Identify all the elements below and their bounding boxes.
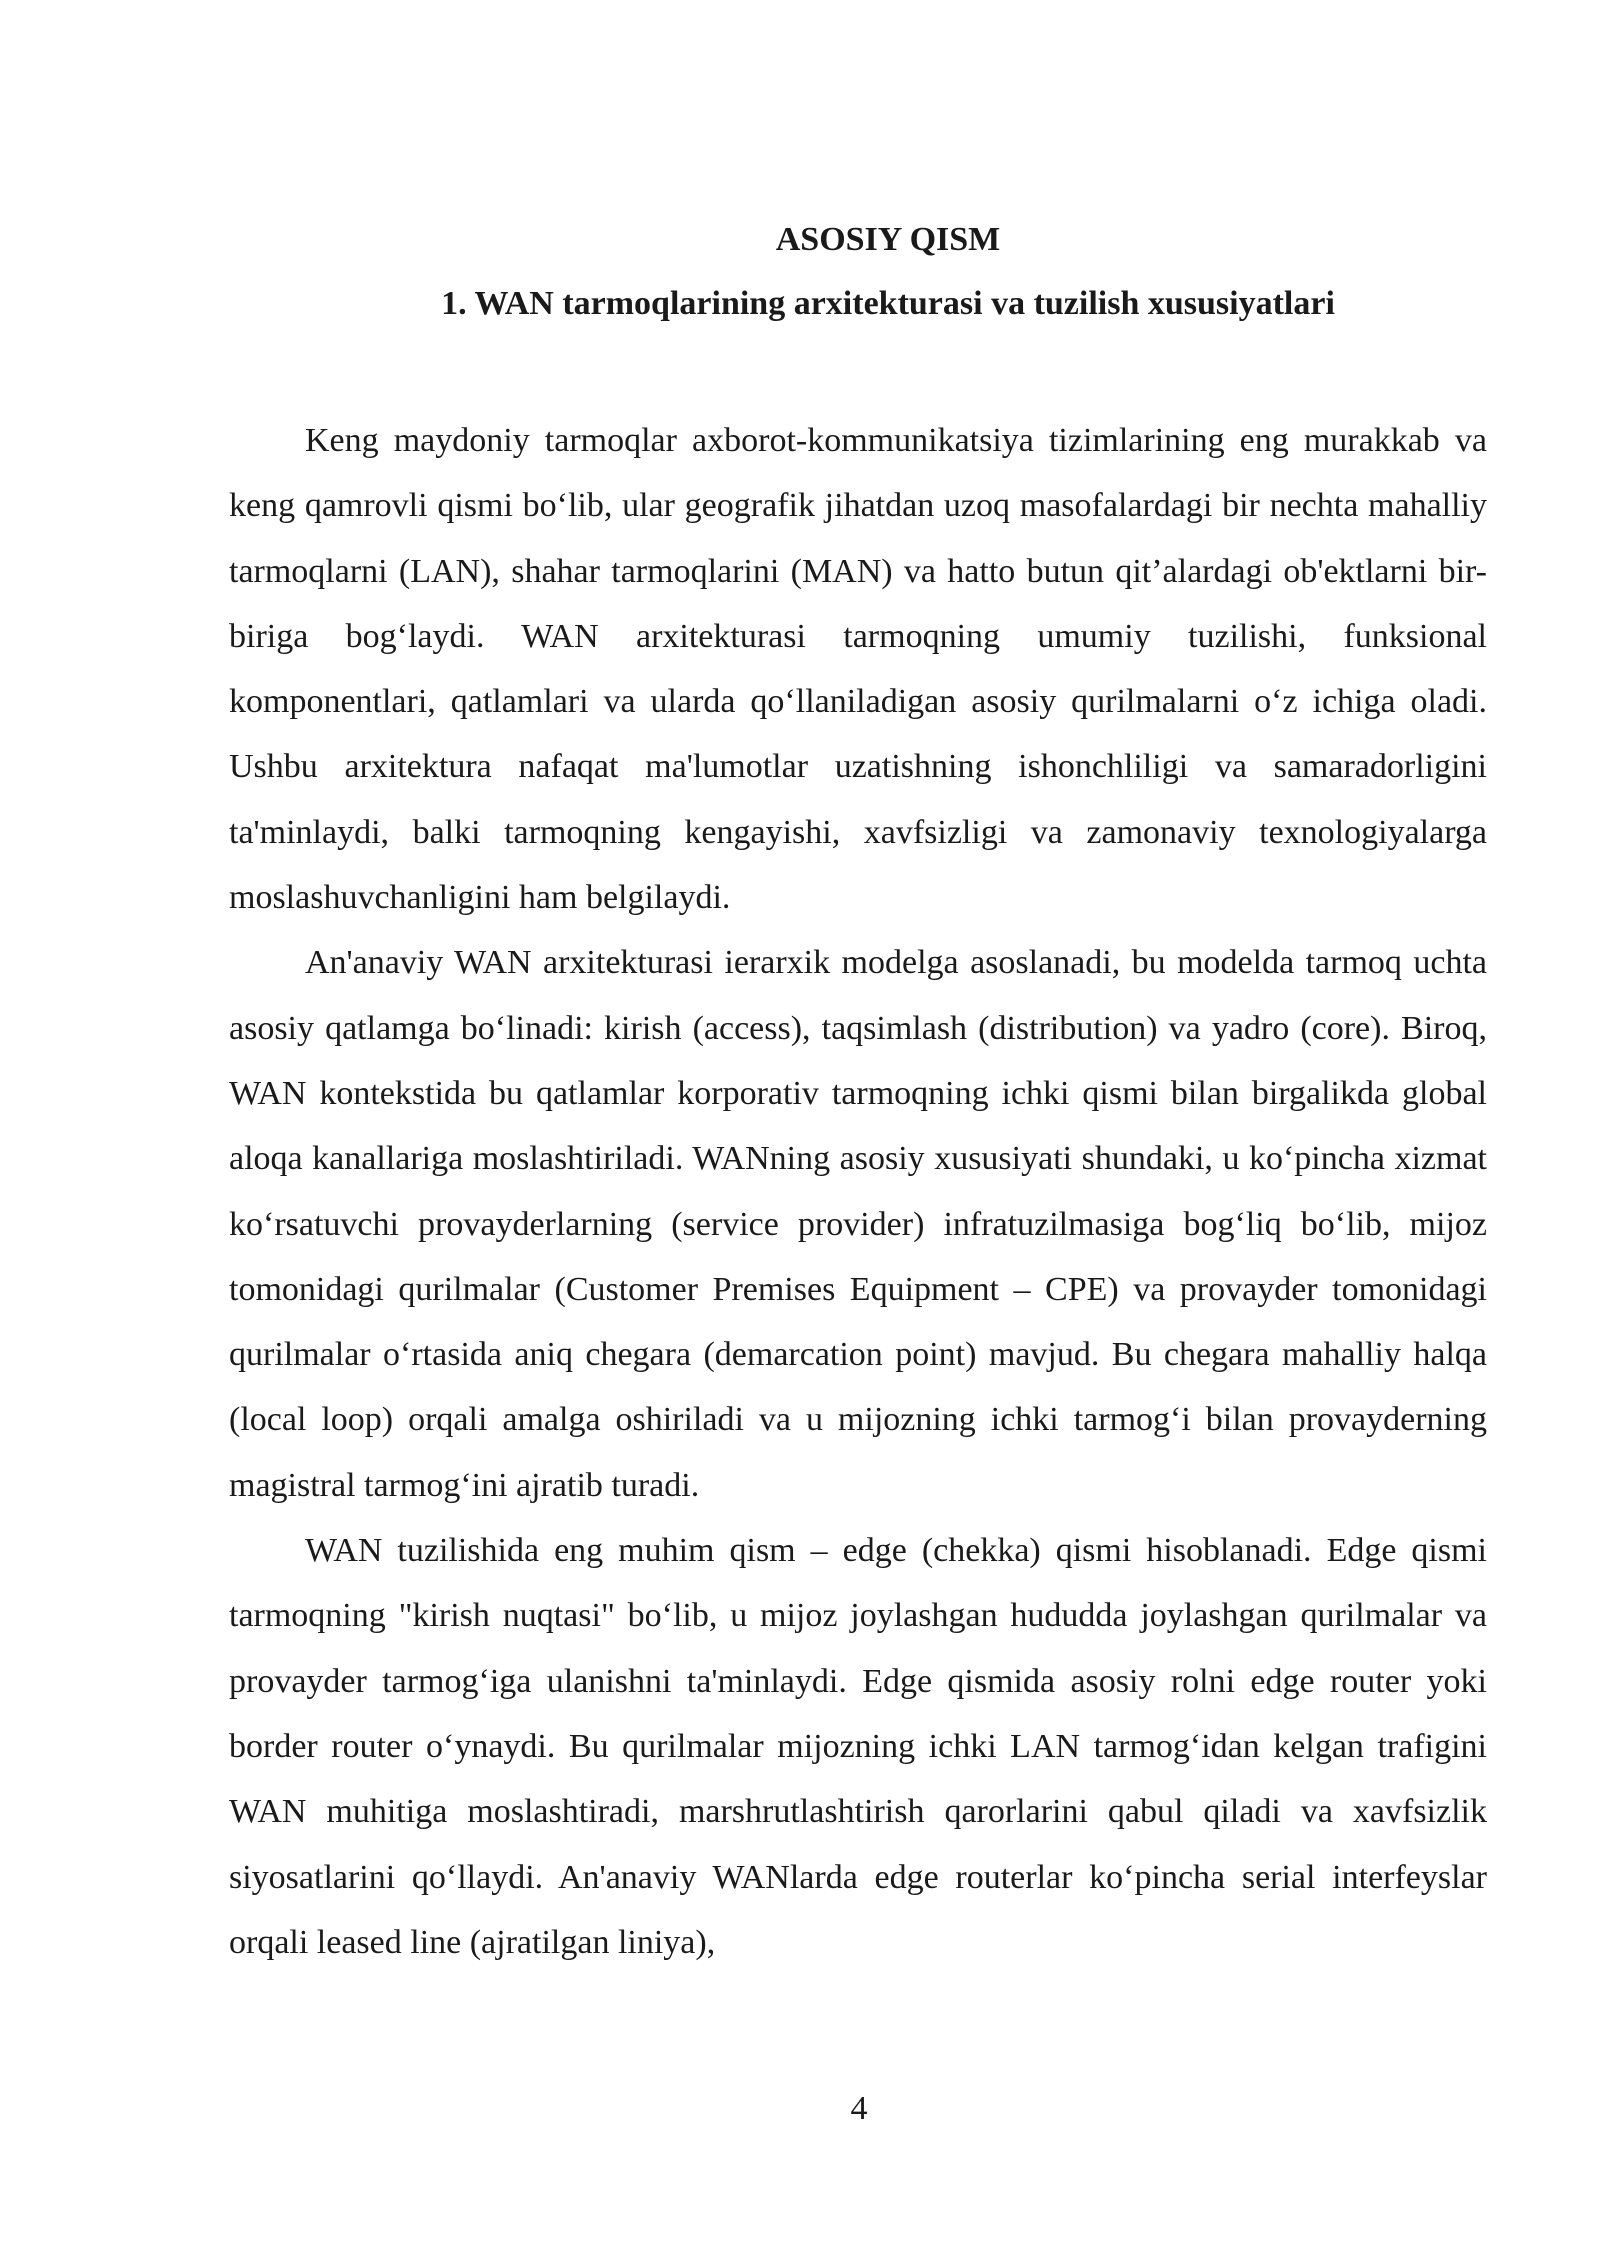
body-text (229, 408, 1487, 1975)
section-title: ASOSIY QISM (775, 221, 1001, 258)
page-content (229, 214, 1487, 1975)
chapter-title: 1. WAN tarmoqlarining arxitekturasi va tuzilish xususiyatlari (441, 285, 1335, 322)
page-number: 4 (850, 2090, 868, 2127)
paragraph-2: An'anaviy WAN arxitekturasi ierarxik modelga asoslanadi, bu modelda tarmoq uchta asosiy qatlamga bo‘linadi: kirish (access), taqsimlash (distribution) va yadro (core). Biroq, WAN kontekstida bu qatlamlar korporativ tarmoqning ichki qismi bilan birgalikda global aloqa kanallariga moslashtiriladi. WANning asosiy xususiyati shundaki, u ko‘pincha xizmat ko‘rsatuvchi provayderlarning (service provider) infratuzilmasiga bog‘liq bo‘lib, mijoz tomonidagi qurilmalar (Customer Premises Equipment – CPE) va provayder tomonidagi qurilmalar o‘rtasida aniq chegara (demarcation point) mavjud. Bu chegara mahalliy halqa (local loop) orqali amalga oshiriladi va u mijozning ichki tarmog‘i bilan provayderning magistral tarmog‘ini ajratib turadi. (229, 944, 1487, 1504)
paragraph-3: WAN tuzilishida eng muhim qism – edge (chekka) qismi hisoblanadi. Edge qismi tarmoqning "kirish nuqtasi" bo‘lib, u mijoz joylashgan hududda joylashgan qurilmalar va provayder tarmog‘iga ulanishni ta'minlaydi. Edge qismida asosiy rolni edge router yoki border router o‘ynaydi. Bu qurilmalar mijozning ichki LAN tarmog‘idan kelgan trafigini WAN muhitiga moslashtiradi, marshrutlashtirish qarorlarini qabul qiladi va xavfsizlik siyosatlarini qo‘llaydi. An'anaviy WANlarda edge routerlar ko‘pincha serial interfeyslar orqali leased line (ajratilgan liniya), (229, 1532, 1487, 1961)
paragraph-1: Keng maydoniy tarmoqlar axborot-kommunikatsiya tizimlarining eng murakkab va keng qamrovli qismi bo‘lib, ular geografik jihatdan uzoq masofalardagi bir nechta mahalliy tarmoqlarni (LAN), shahar tarmoqlarini (MAN) va hatto butun qit’alardagi ob'ektlarni bir-biriga bog‘laydi. WAN arxitekturasi tarmoqning umumiy tuzilishi, funksional komponentlari, qatlamlari va ularda qo‘llaniladigan asosiy qurilmalarni o‘z ichiga oladi. Ushbu arxitektura nafaqat ma'lumotlar uzatishning ishonchliligi va samaradorligini ta'minlaydi, balki tarmoqning kengayishi, xavfsizligi va zamonaviy texnologiyalarga moslashuvchanligini ham belgilaydi. (229, 422, 1487, 917)
